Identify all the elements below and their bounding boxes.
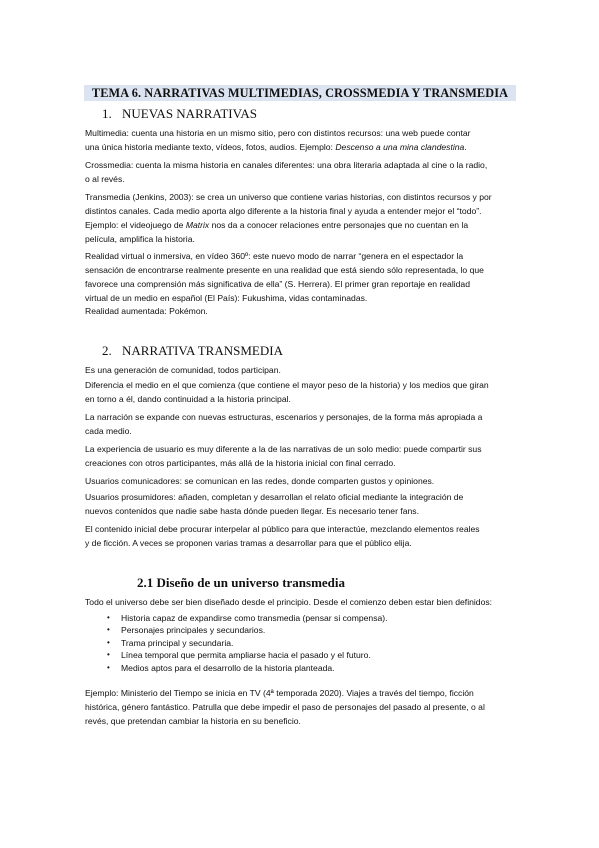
text-line xyxy=(85,140,517,154)
text-line: creaciones con otros participantes, más allá de la historia inicial con final cerrado. xyxy=(85,458,396,468)
list-item xyxy=(85,612,505,624)
text-line: distintos canales. Cada medio aporta algo diferente a la historia final y ayuda a entender mejor el “todo”. xyxy=(85,206,482,216)
list-item xyxy=(85,662,505,674)
list-item-text: Historia capaz de expandirse como transmedia (pensar si compensa). xyxy=(121,613,388,623)
text-line: Usuarios comunicadores: se comunican en las redes, donde comparten gustos y opiniones. xyxy=(85,476,435,486)
paragraph xyxy=(85,522,517,550)
text-line: Es una generación de comunidad, todos participan. xyxy=(85,365,281,375)
text-line: Diferencia el medio en el que comienza (que contiene el mayor peso de la historia) y los medios que giran xyxy=(85,380,489,390)
text-line: favorece una comprensión más significativa de ella” (S. Herrera). El primer gran reportaje en realidad xyxy=(85,279,470,289)
text-line: nuevos contenidos que nadie sabe hasta dónde pueden llegar. Es necesario tener fans. xyxy=(85,506,419,516)
list-item xyxy=(85,637,505,649)
text-line: Multimedia: cuenta una historia en un mismo sitio, pero con distintos recursos: una web puede contar xyxy=(85,128,471,138)
paragraph-realidad-aumentada xyxy=(85,304,517,318)
text-line: La experiencia de usuario es muy diferente a la de las narrativas de un solo medio: puede compartir sus xyxy=(85,444,482,454)
text-line: película, amplifica la historia. xyxy=(85,234,195,244)
text-segment: una única historia mediante texto, vídeos, fotos, audios. Ejemplo: xyxy=(85,142,336,152)
text-segment: nos da a conocer relaciones entre personajes que no cuentan en la xyxy=(209,220,469,230)
text-line xyxy=(85,218,517,232)
section-2-title: NARRATIVA TRANSMEDIA xyxy=(122,343,283,358)
text-line: y de ficción. A veces se proponen varias tramas a desarrollar para que el público elija. xyxy=(85,538,412,548)
list-item-text: Personajes principales y secundarios. xyxy=(121,625,266,636)
paragraph xyxy=(85,595,517,609)
text-line: o al revés. xyxy=(85,174,125,184)
text-line: Transmedia (Jenkins, 2003): se crea un universo que contiene varias historias, con distintos recursos y por xyxy=(85,192,492,202)
paragraph-ejemplo-ministerio xyxy=(85,686,517,728)
text-segment: Ejemplo: el videojuego de xyxy=(85,220,186,230)
paragraph xyxy=(85,410,517,438)
subsection-2-1-heading: 2.1 Diseño de un universo transmedia xyxy=(137,575,346,590)
paragraph-transmedia xyxy=(85,190,517,246)
text-line: revés, que pretendan cambiar la historia en su beneficio. xyxy=(85,716,301,726)
bullet-list xyxy=(85,612,505,674)
bullet-glyph: • xyxy=(107,662,110,672)
paragraph xyxy=(85,378,517,406)
bullet-glyph: • xyxy=(107,637,110,647)
bullet-glyph: • xyxy=(107,613,110,622)
paragraph xyxy=(85,442,517,470)
italic-example: Matrix xyxy=(185,220,210,230)
italic-example: Descenso a una mina clandestina xyxy=(335,142,465,152)
paragraph xyxy=(85,474,517,488)
paragraph-crossmedia xyxy=(85,158,517,186)
list-item-text: Línea temporal que permita ampliarse hacia el pasado y el futuro. xyxy=(121,650,371,661)
list-item xyxy=(85,649,505,661)
bullet-glyph: • xyxy=(107,625,110,635)
text-line: sensación de encontrarse realmente presente en una realidad que está siendo sólo representada, lo que xyxy=(85,265,484,275)
section-1-heading xyxy=(102,106,257,122)
list-item-text: Medios aptos para el desarrollo de la historia planteada. xyxy=(121,662,335,673)
text-line: histórica, género fantástico. Patrulla que debe impedir el paso de personajes del pasado al presente, o al xyxy=(85,702,485,712)
text-line: Usuarios prosumidores: añaden, completan y desarrollan el relato oficial mediante la integración de xyxy=(85,492,464,502)
text-line: en torno a él, dando continuidad a la historia principal. xyxy=(85,394,291,404)
text-line: La narración se expande con nuevas estructuras, escenarios y personajes, de la forma más apropiada a xyxy=(85,412,483,422)
title-band xyxy=(84,85,516,101)
text-line: virtual de un medio en español (El País): Fukushima, vidas contaminadas. xyxy=(85,293,368,303)
text-line: cada medio. xyxy=(85,426,132,436)
text-line: Realidad aumentada: Pokémon. xyxy=(85,306,208,316)
section-1-number: 1. xyxy=(102,106,112,121)
list-item xyxy=(85,624,505,636)
paragraph-multimedia xyxy=(85,126,517,154)
paragraph xyxy=(85,363,517,377)
text-line: Todo el universo debe ser bien diseñado desde el principio. Desde el comienzo deben estar bien definidos: xyxy=(85,597,493,607)
paragraph xyxy=(85,490,517,518)
text-line: Crossmedia: cuenta la misma historia en canales diferentes: una obra literaria adaptada al cine o la radio, xyxy=(85,160,488,170)
text-line: Realidad virtual o inmersiva, en vídeo 360º: este nuevo modo de narrar “genera en el espectador la xyxy=(85,251,464,261)
section-1-title: NUEVAS NARRATIVAS xyxy=(122,106,257,121)
document-title: TEMA 6. NARRATIVAS MULTIMEDIAS, CROSSMEDIA Y TRANSMEDIA xyxy=(91,86,509,100)
list-item-text: Trama principal y secundaria. xyxy=(121,637,234,648)
paragraph-realidad-virtual xyxy=(85,249,517,305)
bullet-glyph: • xyxy=(107,650,110,660)
section-2-heading xyxy=(102,343,283,359)
text-line: Ejemplo: Ministerio del Tiempo se inicia en TV (4ª temporada 2020). Viajes a través del tiempo, ficción xyxy=(85,688,474,698)
text-segment: . xyxy=(464,142,467,152)
text-line: El contenido inicial debe procurar interpelar al público para que interactúe, mezclando elementos reales xyxy=(85,524,480,534)
section-2-number: 2. xyxy=(102,343,112,358)
